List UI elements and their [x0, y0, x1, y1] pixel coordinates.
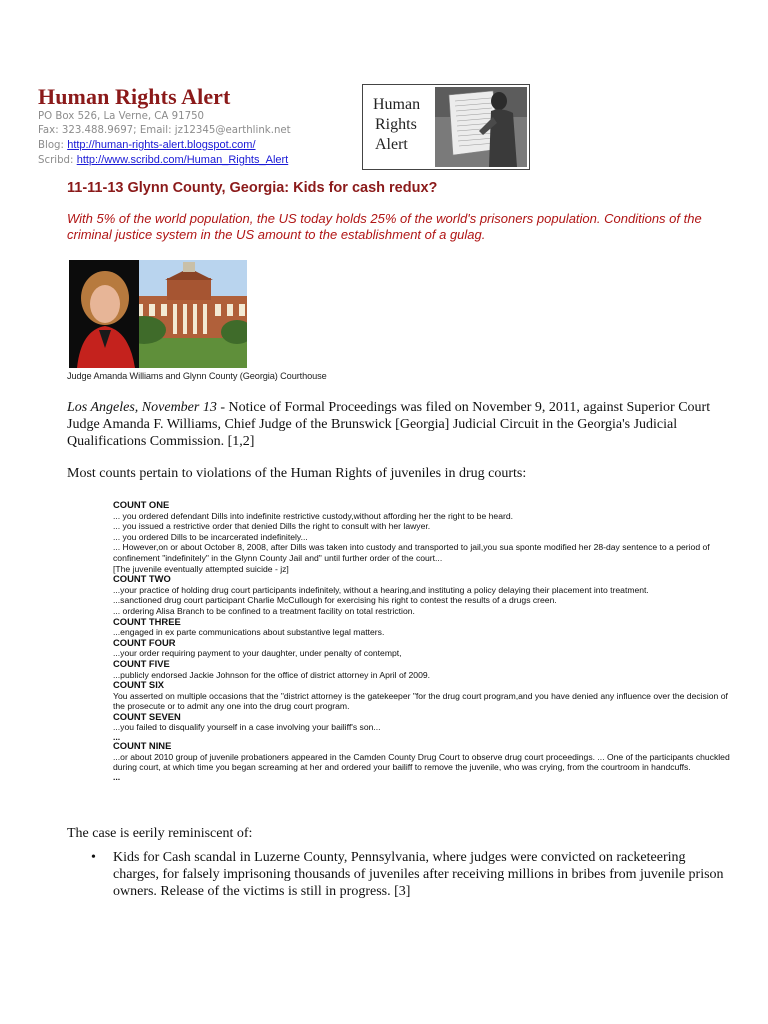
count-heading: COUNT FIVE — [113, 657, 170, 669]
dateline: Los Angeles, November 13 — [67, 400, 217, 415]
bullet-icon: • — [91, 850, 96, 865]
count-line: ... However,on or about October 8, 2008, after Dills was taken into custody and transported to jail,you sua sponte modified her 28-day sentence to a period of confinement "indefinitely" in the Glynn County Jail and" until further order of the court... — [113, 542, 710, 563]
list-item-text: Kids for Cash scandal in Luzerne County, Pennsylvania, where judges were convicted on racketeering charges, for falsely imprisoning thousands of juveniles after receiving millions in bribes from juvenile prison owners. Release of the victims is still in progress. [3] — [113, 850, 724, 899]
blog-label: Blog: — [38, 140, 64, 151]
count-heading: COUNT NINE — [113, 740, 172, 752]
count-line: ... ordering Alisa Branch to be confined to a treatment facility on total restriction. — [113, 605, 415, 616]
count-line: ...your order requiring payment to your daughter, under penalty of contempt, — [113, 648, 402, 659]
scribd-link[interactable]: http://www.scribd.com/Human_Rights_Alert — [76, 154, 289, 166]
count-heading: COUNT SEVEN — [113, 710, 181, 722]
counts-intro: Most counts pertain to violations of the Human Rights of juveniles in drug courts: — [67, 466, 527, 481]
logo-line-3: Alert — [375, 136, 408, 153]
count-line: ...publicly endorsed Jackie Johnson for the office of district attorney in April of 2009. — [113, 669, 431, 680]
judge-courthouse-photo — [69, 260, 247, 368]
address-line: PO Box 526, La Verne, CA 91750 — [38, 111, 205, 122]
count-line: ...you failed to disqualify yourself in a case involving your bailiff's son... — [113, 722, 381, 733]
count-heading: COUNT SIX — [113, 679, 165, 691]
org-title: Human Rights Alert — [38, 84, 231, 109]
count-heading: COUNT TWO — [113, 573, 171, 585]
logo-line-2: Rights — [375, 116, 417, 133]
logo-photo — [435, 87, 527, 167]
counts-list — [113, 500, 733, 781]
scribd-label: Scribd: — [38, 155, 74, 166]
count-heading: COUNT FOUR — [113, 636, 176, 648]
count-line: ...or about 2010 group of juvenile probationers appeared in the Camden County Drug Court to observe drug court proceedings. ... One of the participants chuckled during court, at which time you began screaming at her and ordered your bailiff to remove the juvenile, who was crying, from the courtroom in handcuffs. — [113, 751, 730, 773]
contact-line: Fax: 323.488.9697; Email: jz12345@earthlink.net — [38, 125, 291, 136]
count-heading: COUNT THREE — [113, 615, 181, 627]
bullet-list — [88, 849, 724, 900]
reminiscent-heading: The case is eerily reminiscent of: — [67, 826, 253, 841]
count-line: You asserted on multiple occasions that the "district attorney is the gatekeeper "for the drug court program,and you have denied any influence over the decision of the prosecute or to admit any one into the drug court program. — [113, 690, 728, 712]
photo-caption: Judge Amanda Williams and Glynn County (Georgia) Courthouse — [67, 371, 327, 381]
count-line: ... you ordered defendant Dills into indefinite restrictive custody,without affording her the right to be heard. — [113, 510, 513, 521]
count-line: ... — [113, 771, 121, 782]
count-line: ...sanctioned drug court participant Charlie McCullough for exercising his right to contest the results of a drugs creen. — [113, 595, 557, 606]
count-line: ...engaged in ex parte communications about substantive legal matters. — [113, 627, 385, 638]
list-item — [88, 849, 724, 900]
lead-paragraph: With 5% of the world population, the US today holds 25% of the world's prisoners population. Conditions of the criminal justice system in the US amount to the establishment of a gulag. — [67, 211, 702, 242]
blog-link[interactable]: http://human-rights-alert.blogspot.com/ — [67, 139, 256, 151]
count-heading: COUNT ONE — [113, 499, 170, 510]
article-title: 11-11-13 Glynn County, Georgia: Kids for cash redux? — [67, 180, 438, 196]
logo-text — [373, 95, 420, 155]
logo-line-1: Human — [373, 96, 421, 113]
body-text: - Notice of Formal Proceedings was filed on November 9, 2011, against Superior Court Judge Amanda F. Williams, Chief Judge of the Brunswick [Georgia] Judicial Circuit in the Georgia's Judicial Qualifications Commission. [1,2] — [67, 400, 711, 449]
logo — [362, 84, 530, 170]
count-line: ... — [113, 732, 121, 743]
blog-line — [38, 139, 256, 151]
count-line: ...your practice of holding drug court participants indefinitely, without a hearing,and instituting a policy delaying their placement into treatment. — [113, 584, 649, 595]
count-line: [The juvenile eventually attempted suicide - jz] — [113, 563, 289, 574]
count-line: ... you ordered Dills to be incarcerated indefinitely... — [113, 531, 308, 542]
body-paragraph — [67, 399, 717, 450]
count-line: ... you issued a restrictive order that denied Dills the right to consult with her lawyer. — [113, 521, 431, 532]
scribd-line — [38, 154, 288, 166]
